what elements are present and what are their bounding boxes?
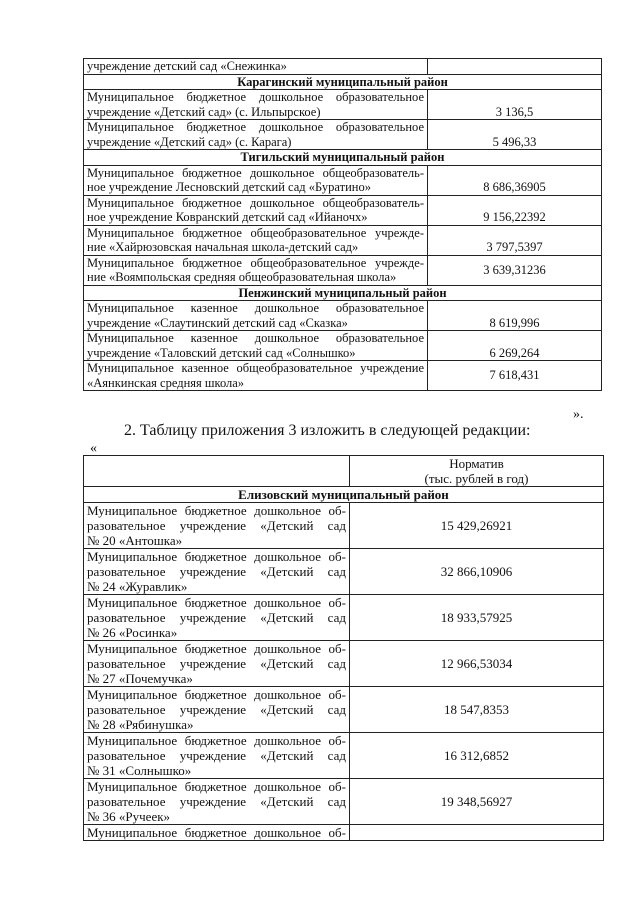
- table-header-row: [84, 456, 604, 487]
- institution-cell: [84, 503, 350, 549]
- table-appendix-2: [83, 58, 602, 391]
- institution-cell: [84, 331, 428, 361]
- table-row: [84, 90, 602, 120]
- institution-cell: [84, 733, 350, 779]
- normative-value: 16 312,6852: [350, 733, 604, 779]
- normative-value: 18 547,8353: [350, 687, 604, 733]
- normative-value: 3 136,5: [428, 90, 602, 120]
- normative-value: 7 618,431: [428, 361, 602, 391]
- normative-value: 3 797,5397: [428, 225, 602, 255]
- institution-line: учреждение «Детский сад» (с. Карага): [87, 134, 292, 149]
- institution-cell: [84, 549, 350, 595]
- table-row: [84, 687, 604, 733]
- institution-cell: [84, 165, 428, 195]
- table-row: [84, 255, 602, 285]
- section-row: [84, 150, 602, 166]
- table-row: [84, 59, 602, 75]
- institution-line: учреждение «Таловский детский сад «Солнышко»: [87, 345, 356, 360]
- institution-line: ние «Хайрюзовская начальная школа-детский сад»: [87, 240, 359, 254]
- institution-line: разовательное учреждение «Детский сад: [87, 702, 346, 717]
- normative-value: 32 866,10906: [350, 549, 604, 595]
- institution-line: № 26 «Росинка»: [87, 625, 178, 640]
- institution-line: Муниципальное казенное дошкольное образовательное: [87, 301, 424, 315]
- section-title: Елизовский муниципальный район: [84, 487, 604, 503]
- table-row: [84, 120, 602, 150]
- section-row: [84, 487, 604, 503]
- institution-line: Муниципальное бюджетное дошкольное об-: [87, 825, 346, 840]
- institution-line: Муниципальное бюджетное дошкольное общеобразователь-: [87, 165, 424, 180]
- institution-cell: [84, 641, 350, 687]
- institution-line: разовательное учреждение «Детский сад: [87, 748, 346, 763]
- normative-value: 18 933,57925: [350, 595, 604, 641]
- institution-line: ное учреждение Лесновский детский сад «Буратино»: [87, 180, 371, 194]
- institution-line: № 36 «Ручеек»: [87, 809, 171, 824]
- institution-line: Муниципальное бюджетное дошкольное об-: [87, 641, 346, 656]
- table-row: [84, 165, 602, 195]
- section-title: Карагинский муниципальный район: [84, 74, 602, 90]
- section-title: Пенжинский муниципальный район: [84, 285, 602, 301]
- institution-line: Муниципальное бюджетное дошкольное общеобразователь-: [87, 195, 424, 210]
- institution-line: ние «Воямпольская средняя общеобразовательная школа»: [87, 270, 397, 284]
- institution-line: Муниципальное бюджетное общеобразовательное учрежде-: [87, 255, 424, 270]
- institution-cell: [84, 779, 350, 825]
- table-appendix-2-body: [84, 59, 602, 391]
- normative-value: 19 348,56927: [350, 779, 604, 825]
- institution-line: учреждение детский сад «Снежинка»: [87, 59, 287, 73]
- table-appendix-3-body: [84, 456, 604, 841]
- header-normative-cell: [350, 456, 604, 487]
- institution-line: Муниципальное бюджетное дошкольное об-: [87, 549, 346, 564]
- institution-line: № 24 «Журавлик»: [87, 579, 188, 594]
- institution-line: разовательное учреждение «Детский сад: [87, 794, 346, 809]
- table-row: [84, 503, 604, 549]
- normative-value: 6 269,264: [428, 331, 602, 361]
- institution-line: Муниципальное бюджетное общеобразовательное учрежде-: [87, 225, 424, 240]
- institution-line: Муниципальное бюджетное дошкольное об-: [87, 687, 346, 702]
- table-row: [84, 195, 602, 225]
- institution-line: Муниципальное бюджетное дошкольное об-: [87, 595, 346, 610]
- closing-quote: ».: [573, 407, 584, 422]
- table-row: [84, 225, 602, 255]
- institution-cell: [84, 301, 428, 331]
- institution-cell: [84, 255, 428, 285]
- table-row: [84, 361, 602, 391]
- normative-value: 9 156,22392: [428, 195, 602, 225]
- institution-cell: [84, 59, 428, 75]
- institution-cell: [84, 595, 350, 641]
- section-title: Тигильский муниципальный район: [84, 150, 602, 166]
- table-row: [84, 549, 604, 595]
- section-row: [84, 74, 602, 90]
- institution-line: Муниципальное бюджетное дошкольное об-: [87, 779, 346, 794]
- normative-value: [428, 59, 602, 75]
- normative-value: 8 686,36905: [428, 165, 602, 195]
- table-row: [84, 595, 604, 641]
- table-row: [84, 779, 604, 825]
- section-row: [84, 285, 602, 301]
- institution-line: Муниципальное казенное дошкольное образовательное: [87, 331, 424, 345]
- table-row: [84, 733, 604, 779]
- institution-line: Муниципальное бюджетное дошкольное об-: [87, 733, 346, 748]
- normative-value: 5 496,33: [428, 120, 602, 150]
- opening-quote: «: [90, 441, 97, 456]
- institution-line: «Аянкинская средняя школа»: [87, 375, 245, 390]
- header-empty-cell: [84, 456, 350, 487]
- institution-line: Муниципальное бюджетное дошкольное об-: [87, 503, 346, 518]
- normative-value: 15 429,26921: [350, 503, 604, 549]
- institution-line: ное учреждение Ковранский детский сад «Ийаночх»: [87, 210, 368, 224]
- institution-line: Муниципальное бюджетное дошкольное образовательное: [87, 90, 424, 104]
- institution-cell: [84, 90, 428, 120]
- normative-value: 12 966,53034: [350, 641, 604, 687]
- header-normative-label: Норматив: [449, 456, 504, 471]
- institution-line: разовательное учреждение «Детский сад: [87, 656, 346, 671]
- institution-line: учреждение «Слаутинский детский сад «Сказка»: [87, 315, 348, 330]
- institution-cell: [84, 361, 428, 391]
- institution-line: № 28 «Рябинушка»: [87, 717, 194, 732]
- normative-value: 8 619,996: [428, 301, 602, 331]
- institution-cell: [84, 825, 350, 841]
- institution-cell: [84, 120, 428, 150]
- header-normative-unit: (тыс. рублей в год): [424, 471, 529, 486]
- institution-line: разовательное учреждение «Детский сад: [87, 518, 346, 533]
- normative-value: [350, 825, 604, 841]
- institution-cell: [84, 687, 350, 733]
- institution-line: разовательное учреждение «Детский сад: [87, 564, 346, 579]
- table-row: [84, 301, 602, 331]
- table-row: [84, 641, 604, 687]
- table-row: [84, 331, 602, 361]
- institution-line: Муниципальное казенное общеобразовательное учреждение: [87, 361, 424, 375]
- institution-line: № 31 «Солнышко»: [87, 763, 192, 778]
- institution-line: Муниципальное бюджетное дошкольное образовательное: [87, 120, 424, 134]
- institution-line: № 20 «Антошка»: [87, 533, 183, 548]
- institution-cell: [84, 225, 428, 255]
- institution-line: № 27 «Почемучка»: [87, 671, 193, 686]
- paragraph-2: 2. Таблицу приложения 3 изложить в следующей редакции:: [124, 422, 531, 439]
- institution-cell: [84, 195, 428, 225]
- normative-value: 3 639,31236: [428, 255, 602, 285]
- institution-line: разовательное учреждение «Детский сад: [87, 610, 346, 625]
- institution-line: учреждение «Детский сад» (с. Ильпырское): [87, 104, 321, 119]
- table-row: [84, 825, 604, 841]
- table-appendix-3: [83, 455, 604, 841]
